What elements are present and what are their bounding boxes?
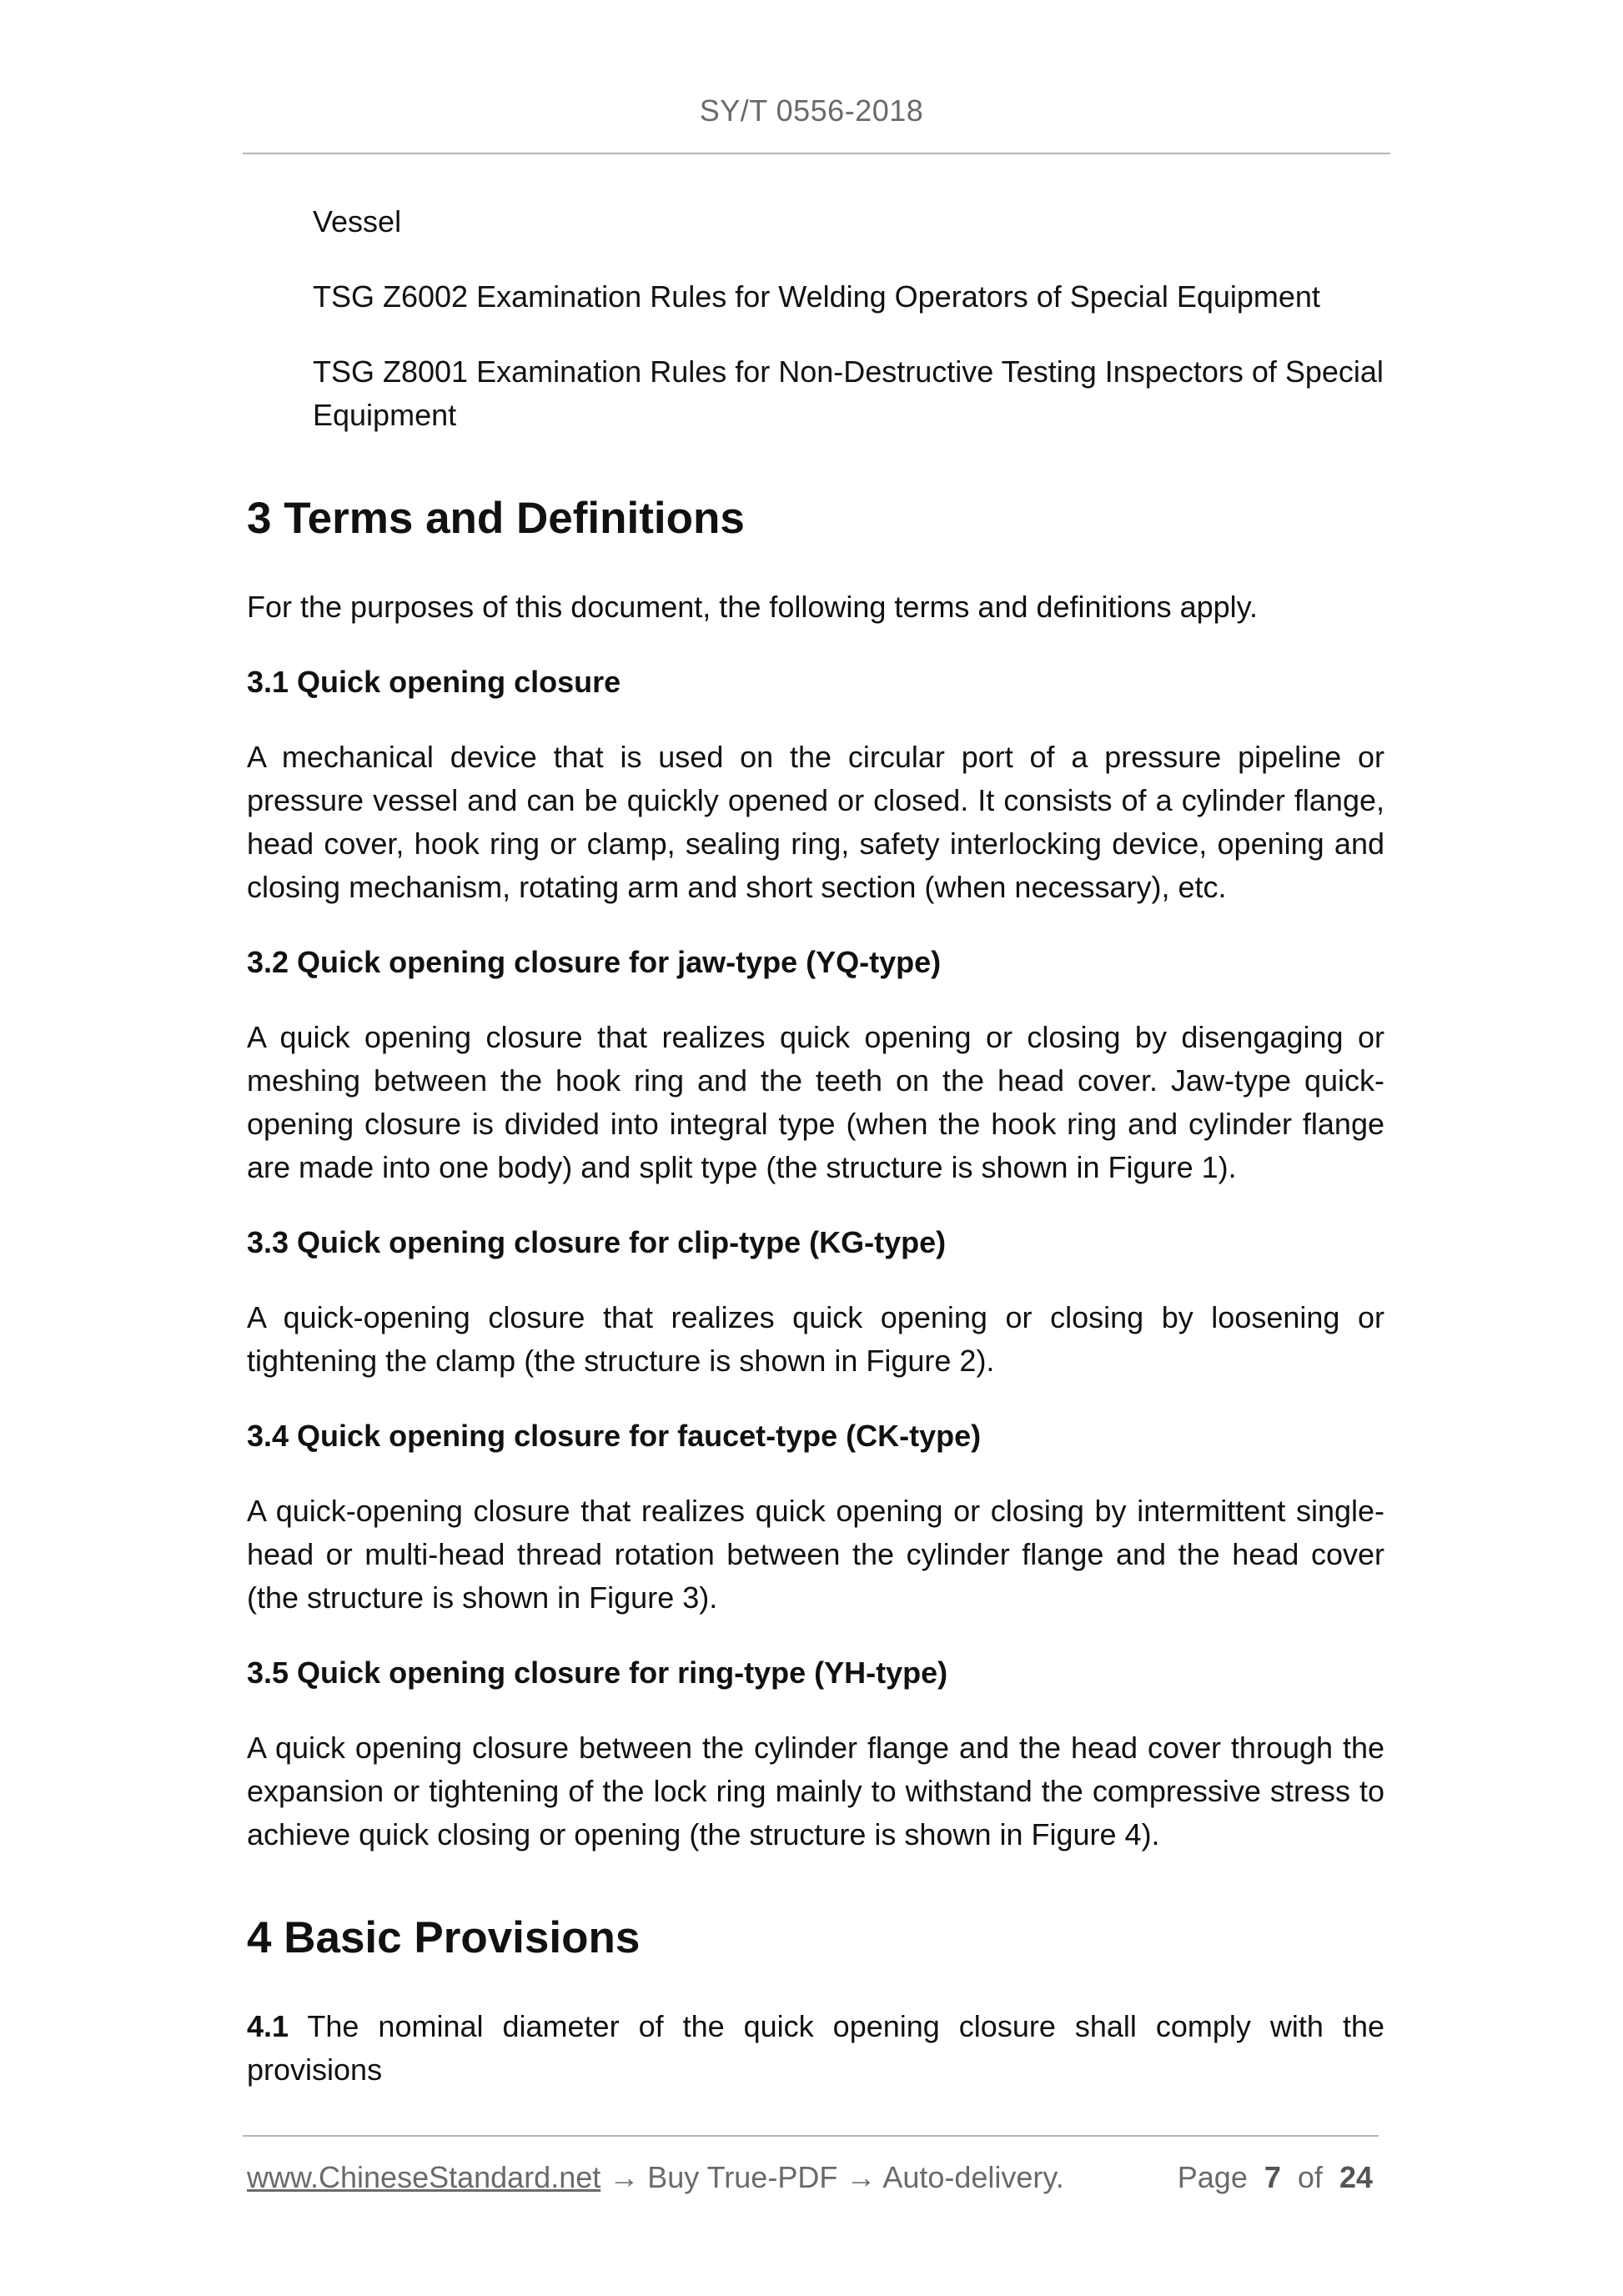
term-definition: A mechanical device that is used on the circular port of a pressure pipeline or pressure vessel and can be quickly opened or closed. It consists of a cylinder flange, head cover, hook ring or clamp, sealing ring, safety interlocking device, opening and closing mechanism, rotating arm and short section (when necessary), etc. — [247, 740, 1384, 904]
page-label: Page — [1177, 2160, 1248, 2194]
term-heading: 3.4 Quick opening closure for faucet-type (CK-type) — [247, 1419, 982, 1453]
section-4-heading: 4 Basic Provisions — [247, 1913, 641, 1962]
section-3-heading: 3 Terms and Definitions — [247, 494, 745, 543]
reference-item: Vessel — [313, 204, 402, 239]
footer-divider — [243, 2135, 1379, 2137]
clause-text: The nominal diameter of the quick opening closure shall comply with the provisions — [247, 2009, 1384, 2087]
document-id-header: SY/T 0556-2018 — [699, 93, 924, 128]
term-definition: A quick opening closure between the cylinder flange and the head cover through the expansion or tightening of the lock ring mainly to withstand the compressive stress to achieve quick closing or opening (the structure is shown in Figure 4). — [247, 1731, 1384, 1851]
page-content — [247, 200, 1384, 2123]
page-of-label: of — [1297, 2160, 1323, 2194]
clause-4-1 — [247, 2005, 1384, 2092]
term-definition: A quick-opening closure that realizes quick opening or closing by loosening or tightening the clamp (the structure is shown in Figure 2). — [247, 1300, 1384, 1378]
section-3-intro: For the purposes of this document, the following terms and definitions apply. — [247, 590, 1258, 624]
term-heading: 3.3 Quick opening closure for clip-type (KG-type) — [247, 1225, 947, 1259]
header-divider — [243, 153, 1390, 154]
term-definition: A quick opening closure that realizes quick opening or closing by disengaging or meshing between the hook ring and the teeth on the head cover. Jaw-type quick-opening closure is divided into integral type (when the hook ring and cylinder flange are made into one body) and split type (the structure is shown in Figure 1). — [247, 1020, 1384, 1184]
term-heading: 3.5 Quick opening closure for ring-type (YH-type) — [247, 1655, 948, 1690]
page-footer — [247, 2156, 1384, 2199]
term-heading: 3.2 Quick opening closure for jaw-type (YQ-type) — [247, 945, 942, 979]
page-current: 7 — [1264, 2160, 1281, 2194]
page-number-indicator — [1178, 2156, 1373, 2199]
clause-number: 4.1 — [247, 2009, 289, 2043]
reference-item: TSG Z6002 Examination Rules for Welding Operators of Special Equipment — [313, 279, 1320, 314]
page-total: 24 — [1339, 2160, 1373, 2194]
website-link[interactable]: www.ChineseStandard.net — [247, 2160, 601, 2194]
term-heading: 3.1 Quick opening closure — [247, 665, 621, 699]
term-definition: A quick-opening closure that realizes quick opening or closing by intermittent single-head or multi-head thread rotation between the cylinder flange and the head cover (the structure is shown in Figure 3). — [247, 1494, 1384, 1615]
reference-item: TSG Z8001 Examination Rules for Non-Destructive Testing Inspectors of Special Equipment — [313, 354, 1384, 432]
footer-promo: → Buy True-PDF → Auto-delivery. — [600, 2160, 1064, 2194]
